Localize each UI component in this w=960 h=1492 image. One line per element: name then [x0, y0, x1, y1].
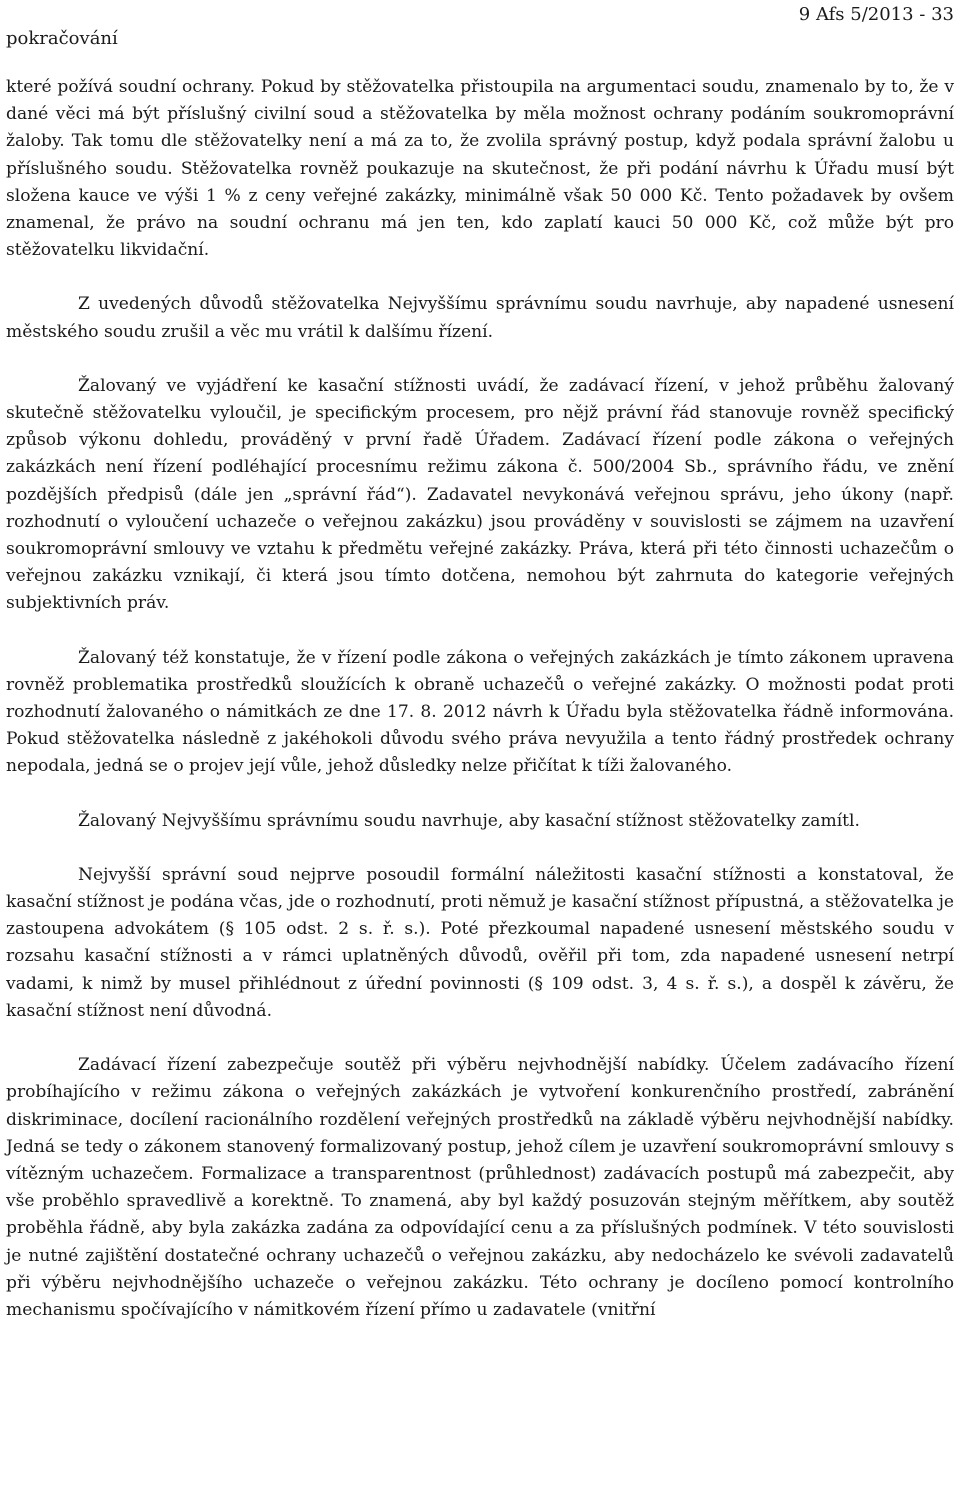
paragraph-court-assessment: Nejvyšší správní soud nejprve posoudil formální náležitosti kasační stížnosti a konstatoval, že kasační stížnost je podána včas, jde o rozhodnutí, proti němuž je kasační stížnost přípustná, a stěžovatelka je zastoupena advokátem (§ 105 odst. 2 s. ř. s.). Poté přezkoumal napadené usnesení městského soudu v rozsahu kasační stížnosti a v rámci uplatněných důvodů, ověřil při tom, zda napadené usnesení netrpí vadami, k nimž by musel přihlédnout z úřední povinnosti (§ 109 odst. 3, 4 s. ř. s.), a dospěl k závěru, že kasační stížnost není důvodná. — [6, 864, 954, 1021]
page-header — [0, 0, 960, 70]
paragraph-defendant-remedies: Žalovaný též konstatuje, že v řízení podle zákona o veřejných zakázkách je tímto zákonem upravena rovněž problematika prostředků sloužících k obraně uchazečů o veřejné zakázky. O možnosti podat proti rozhodnutí žalovaného o námitkách ze dne 17. 8. 2012 návrh k Úřadu byla stěžovatelka řádně informována. Pokud stěžovatelka následně z jakéhokoli důvodu svého práva nevyužila a tento řádný prostředek ochrany nepodala, jedná se o projev její vůle, jehož důsledky nelze přičítat k tíži žalovaného. — [6, 647, 954, 777]
continuation-label: pokračování — [6, 28, 118, 49]
paragraph-defendant-proposal: Žalovaný Nejvyššímu správnímu soudu navrhuje, aby kasační stížnost stěžovatelky zamítl. — [78, 810, 860, 831]
paragraph-complainant-proposal: Z uvedených důvodů stěžovatelka Nejvyššímu správnímu soudu navrhuje, aby napadené usnesení městského soudu zrušil a věc mu vrátil k dalšímu řízení. — [6, 294, 954, 342]
paragraph-procurement-purpose: Zadávací řízení zabezpečuje soutěž při výběru nejvhodnější nabídky. Účelem zadávacího řízení probíhajícího v režimu zákona o veřejných zakázkách je vytvoření konkurenčního prostředí, zabránění diskriminace, docílení racionálního rozdělení veřejných prostředků na základě výběru nejvhodnější nabídky. Jedná se tedy o zákonem stanovený formalizovaný postup, jehož cílem je uzavření soukromoprávní smlouvy s vítězným uchazečem. Formalizace a transparentnost (průhlednost) zadávacích postupů má zabezpečit, aby vše proběhlo spravedlivě a korektně. To znamená, aby byl každý posuzován stejným měřítkem, aby soutěž proběhla řádně, aby byla zakázka zadána za odpovídající cenu a za příslušných podmínek. V této souvislosti je nutné zajištění dostatečné ochrany uchazečů o veřejnou zakázku, aby nedocházelo ke svévoli zadavatelů při výběru nejvhodnějšího uchazeče o veřejnou zakázku. Této ochrany je docíleno pomocí kontrolního mechanismu spočívajícího v námitkovém řízení přímo u zadavatele (vnitřní — [6, 1055, 954, 1320]
document-body — [6, 74, 954, 1324]
paragraph-defendant-statement: Žalovaný ve vyjádření ke kasační stížnosti uvádí, že zadávací řízení, v jehož průběhu žalovaný skutečně stěžovatelku vyloučil, je specifickým procesem, pro nějž právní řád stanovuje rovněž specifický způsob výkonu dohledu, prováděný v první řadě Úřadem. Zadávací řízení podle zákona o veřejných zakázkách není řízení podléhající procesnímu režimu zákona č. 500/2004 Sb., správního řádu, ve znění pozdějších předpisů (dále jen „správní řád“). Zadavatel nevykonává veřejnou správu, jeho úkony (např. rozhodnutí o vyloučení uchazeče o veřejnou zakázku) jsou prováděny v souvislosti se zájmem na uzavření soukromoprávní smlouvy ve vztahu k předmětu veřejné zakázky. Práva, která při této činnosti uchazečům o veřejnou zakázku vznikají, či která jsou tímto dotčena, nemohou být zahrnuta do kategorie veřejných subjektivních práv. — [6, 375, 954, 614]
paragraph-continuation: které požívá soudní ochrany. Pokud by stěžovatelka přistoupila na argumentaci soudu, znamenalo by to, že v dané věci má být příslušný civilní soud a stěžovatelka by měla možnost ochrany podáním soukromoprávní žaloby. Tak tomu dle stěžovatelky není a má za to, že zvolila správný postup, když podala správní žalobu u příslušného soudu. Stěžovatelka rovněž poukazuje na skutečnost, že při podání návrhu k Úřadu musí být složena kauce ve výši 1 % z ceny veřejné zakázky, minimálně však 50 000 Kč. Tento požadavek by ovšem znamenal, že právo na soudní ochranu má jen ten, kdo zaplatí kauci 50 000 Kč, což může být pro stěžovatelku likvidační. — [6, 77, 954, 261]
case-number: 9 Afs 5/2013 - 33 — [798, 4, 954, 25]
